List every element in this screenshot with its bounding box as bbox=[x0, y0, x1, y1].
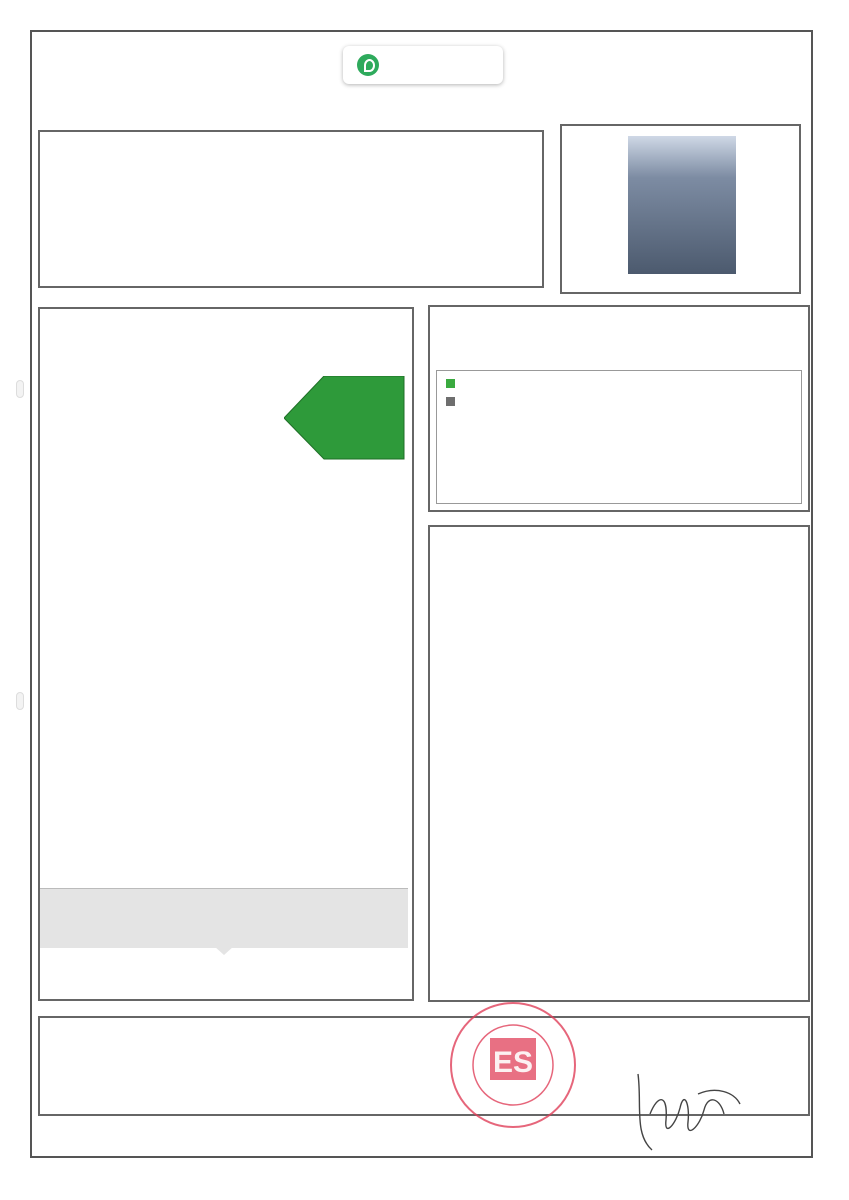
legend-item-electricity bbox=[446, 397, 461, 408]
location-pin-icon bbox=[357, 54, 379, 76]
specialist-stamp bbox=[448, 1000, 578, 1130]
requirements-pointer bbox=[214, 946, 234, 956]
specialist-row bbox=[58, 1036, 62, 1048]
legend-swatch-electricity bbox=[446, 397, 455, 406]
legend-item-wood bbox=[446, 379, 461, 390]
punch-hole bbox=[16, 380, 24, 398]
requirements-box bbox=[40, 888, 408, 948]
svg-text:ES: ES bbox=[492, 1046, 534, 1079]
certificate-row bbox=[58, 1061, 196, 1073]
building-photo bbox=[628, 136, 736, 274]
bezrealitky-watermark[interactable] bbox=[343, 46, 503, 84]
contact-row bbox=[58, 1088, 196, 1100]
signature-scribble bbox=[628, 1064, 748, 1160]
area-row bbox=[58, 259, 64, 273]
legend-swatch-wood bbox=[446, 379, 455, 388]
psc-row bbox=[58, 175, 154, 189]
punch-hole bbox=[16, 692, 24, 710]
result-class-arrow bbox=[284, 376, 406, 460]
street-row bbox=[58, 149, 154, 163]
ku-row bbox=[58, 202, 154, 216]
ev-number-row bbox=[566, 1039, 686, 1051]
distribution-pie-chart bbox=[664, 375, 792, 499]
type-row bbox=[58, 231, 154, 245]
indicators-panel bbox=[428, 525, 810, 1002]
